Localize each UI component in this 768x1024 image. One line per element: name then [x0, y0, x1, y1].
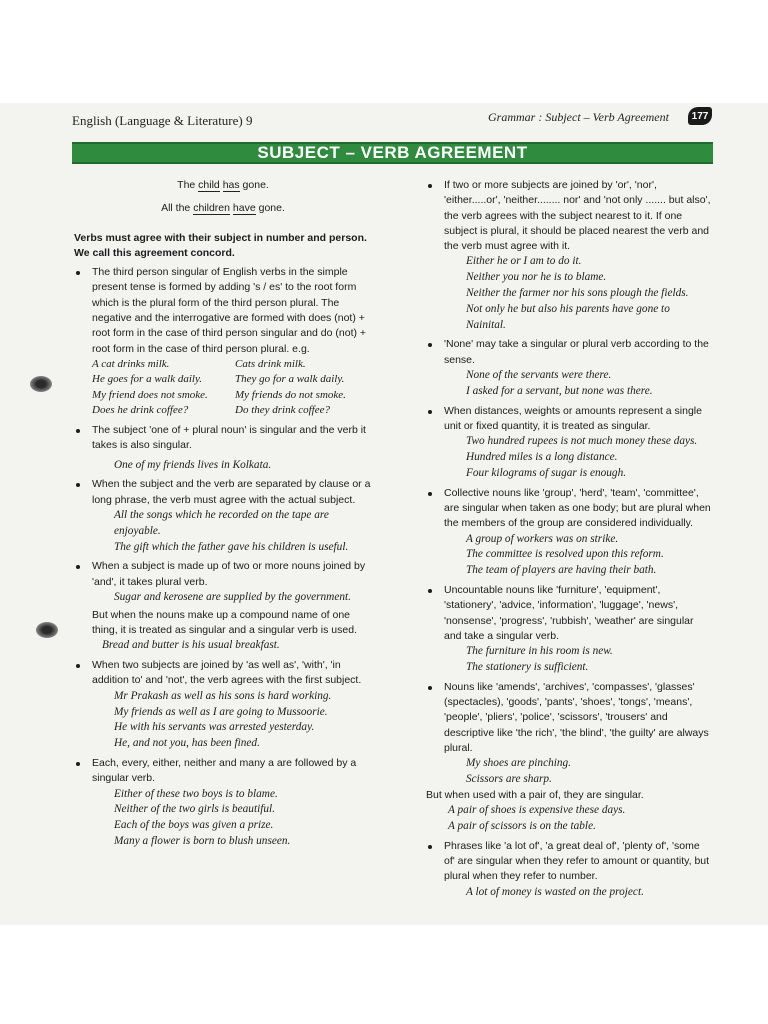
rule-note: But when the nouns make up a compound name of one thing, it is treated as singular and a singular verb is used. — [92, 608, 357, 637]
rule-item: The subject 'one of + plural noun' is singular and the verb it takes is also singular. One of my friends lives in Kolkata. — [74, 423, 372, 473]
rule-item: Phrases like 'a lot of', 'a great deal of', 'plenty of', 'some of' are singular when they refer to amount or quantity, but plural when they refer to number. A lot of money is wasted on the project. — [426, 839, 712, 901]
rule-item: 'None' may take a singular or plural verb according to the sense. None of the servants were there. I asked for a servant, but none was there. — [426, 337, 712, 399]
example-singular: The child has gone. — [177, 179, 269, 191]
rule-item: When a subject is made up of two or more nouns joined by 'and', it takes plural verb. Sugar and kerosene are supplied by the government. — [74, 559, 372, 605]
right-column: If two or more subjects are joined by 'or', 'nor', 'either.....or', 'neither........ nor' and 'not only ....... but also', the verb agrees with the subject nearest to it. If one subject is plural, it should be placed nearest the verb and the verb must agree with it. Either he or I am to do it. Neither you nor he is to blame. Neither the farmer nor his sons plough the fields. Not only he but also his parents have gone to Nainital. 'None' may take a singular or plural verb according to the sense. None of the servants were there. I asked for a servant, but none was there. When distances, weights or amounts represent a single unit or fixed quantity, it is treated as singular. Two hundred rupees is not much money these days. Hundred miles is a long distance. Four kilograms of sugar is enough. Collective nouns like 'group', 'herd', 'team', 'committee', are singular when taken as one body; but are plural when the members of the group are considered individually. A group of workers was on strike. The committee is resolved upon this reform. The team of players are having their bath. Uncountable nouns like 'furniture', 'equipment', 'stationery', 'advice, 'information', 'luggage', 'news', 'nonsense', 'progress', 'rubbish', 'weather' are singular and take a singular verb. The furniture in his room is new. The stationery is sufficient. Nouns like 'amends', 'archives', 'compasses', 'glasses' (spectacles), 'goods', 'pants', 'shoes', 'tongs', 'means', 'people', 'pliers', 'police', 'scissors', 'trousers' and descriptive like 'the rich', 'the blind', 'the guilty' are always plural. My shoes are pinching. Scissors are sharp. But when used with a pair of, they are singular. A pair of shoes is expensive these days. A pair of scissors is on the table. Phrases like 'a lot of', 'a great deal of', 'plenty of', 'some of' are singular when they refer to amount or quantity, but plural when they refer to number. A lot of money is wasted on the project. — [426, 176, 712, 900]
book-title-header: English (Language & Literature) 9 — [72, 113, 253, 128]
chapter-header: Grammar : Subject – Verb Agreement — [488, 110, 669, 124]
page-number-badge: 177 — [688, 107, 712, 125]
rule-item: Collective nouns like 'group', 'herd', 'team', 'committee', are singular when taken as one body; but are plural when the members of the group are considered individually. A group of workers was on strike. The committee is resolved upon this reform. The team of players are having their bath. — [426, 486, 712, 579]
chapter-title-banner: SUBJECT – VERB AGREEMENT — [72, 142, 713, 164]
punch-hole-top — [30, 376, 52, 392]
punch-hole-bottom — [36, 622, 58, 638]
example-plural: All the children have gone. — [161, 202, 285, 215]
left-column: The child has gone. All the children have gone. Verbs must agree with their subject in number and person. We call this agreement concord. The third person singular of English verbs in the simple present tense is formed by adding 's / es' to the root form which is the plural form of the third person plural. The negative and the interrogative are formed with does (not) + root form in the case of third person singular and do (not) + root form in the case of third person plural. e.g. A cat drinks milk. Cats drink milk. He goes for a walk daily. They go for a walk daily. My friend does not smoke. My friends do not smoke. Does he drink coffee? Do they drink coffee? The subject 'one of + plural noun' is singular and the verb it takes is also singular. One of my friends lives in Kolkata. When the subject and the verb are separated by clause or a long phrase, the verb must agree with the actual subject. All the songs which he recorded on the tape are enjoyable. The gift which the father gave his children is useful. When a subject is made up of two or more nouns joined by 'and', it takes plural verb. Sugar and kerosene are supplied by the government. But when the nouns make up a compound name of one thing, it is treated as singular and a singular verb is used. Bread and butter is his usual breakfast. When two subjects are joined by 'as well as', 'with', 'in addition to' and 'not', the verb agrees with the first subject. Mr Prakash as well as his sons is hard working. My friends as well as I are going to Mussoorie. He with his servants was arrested yesterday. He, and not you, has been fined. Each, every, either, neither and many a are followed by a singular verb. Either of these two boys is to blame. Neither of the two girls is beautiful. Each of the boys was given a prize. Many a flower is born to blush unseen. — [74, 176, 372, 850]
rule-item: The third person singular of English verbs in the simple present tense is formed by adding 's / es' to the root form which is the plural form of the third person plural. The negative and the interrogative are formed with does (not) + root form in the case of third person singular and do (not) + root form in the case of third person plural. e.g. — [74, 265, 372, 357]
rule-item: When distances, weights or amounts represent a single unit or fixed quantity, it is treated as singular. Two hundred rupees is not much money these days. Hundred miles is a long distance. Four kilograms of sugar is enough. — [426, 404, 712, 482]
rule-item: Uncountable nouns like 'furniture', 'equipment', 'stationery', 'advice, 'information', 'luggage', 'news', 'nonsense', 'progress', 'rubbish', 'weather' are singular and take a singular verb. The furniture in his room is new. The stationery is sufficient. — [426, 583, 712, 676]
rule-item: If two or more subjects are joined by 'or', 'nor', 'either.....or', 'neither........ nor' and 'not only ....... but also', the verb agrees with the subject nearest to it. If one subject is plural, it should be placed nearest the verb and the verb must agree with it. Either he or I am to do it. Neither you nor he is to blame. Neither the farmer nor his sons plough the fields. Not only he but also his parents have gone to Nainital. — [426, 178, 712, 333]
rule-item: Nouns like 'amends', 'archives', 'compasses', 'glasses' (spectacles), 'goods', 'pants', 'shoes', 'tongs', 'means', 'people', 'pliers', 'police', 'scissors', 'trousers' and descriptive like 'the rich', 'the blind', 'the guilty' are always plural. My shoes are pinching. Scissors are sharp. — [426, 680, 712, 788]
rule-item: When the subject and the verb are separated by clause or a long phrase, the verb must agree with the actual subject. All the songs which he recorded on the tape are enjoyable. The gift which the father gave his children is useful. — [74, 477, 372, 555]
rule-note: But when used with a pair of, they are singular. — [426, 788, 644, 801]
example-pairs: A cat drinks milk. Cats drink milk. He goes for a walk daily. They go for a walk daily. My friend does not smoke. My friends do not smoke. Does he drink coffee? Do they drink coffee? — [92, 357, 346, 417]
rule-item: Each, every, either, neither and many a are followed by a singular verb. Either of these two boys is to blame. Neither of the two girls is beautiful. Each of the boys was given a prize. Many a flower is born to blush unseen. — [74, 756, 372, 850]
rules-list-left — [74, 265, 372, 357]
intro-paragraph: Verbs must agree with their subject in number and person. We call this agreement concord. — [74, 231, 367, 259]
rules-list-right — [426, 178, 712, 788]
rule-item: When two subjects are joined by 'as well as', 'with', 'in addition to' and 'not', the verb agrees with the first subject. Mr Prakash as well as his sons is hard working. My friends as well as I are going to Mussoorie. He with his servants was arrested yesterday. He, and not you, has been fined. — [74, 658, 372, 752]
